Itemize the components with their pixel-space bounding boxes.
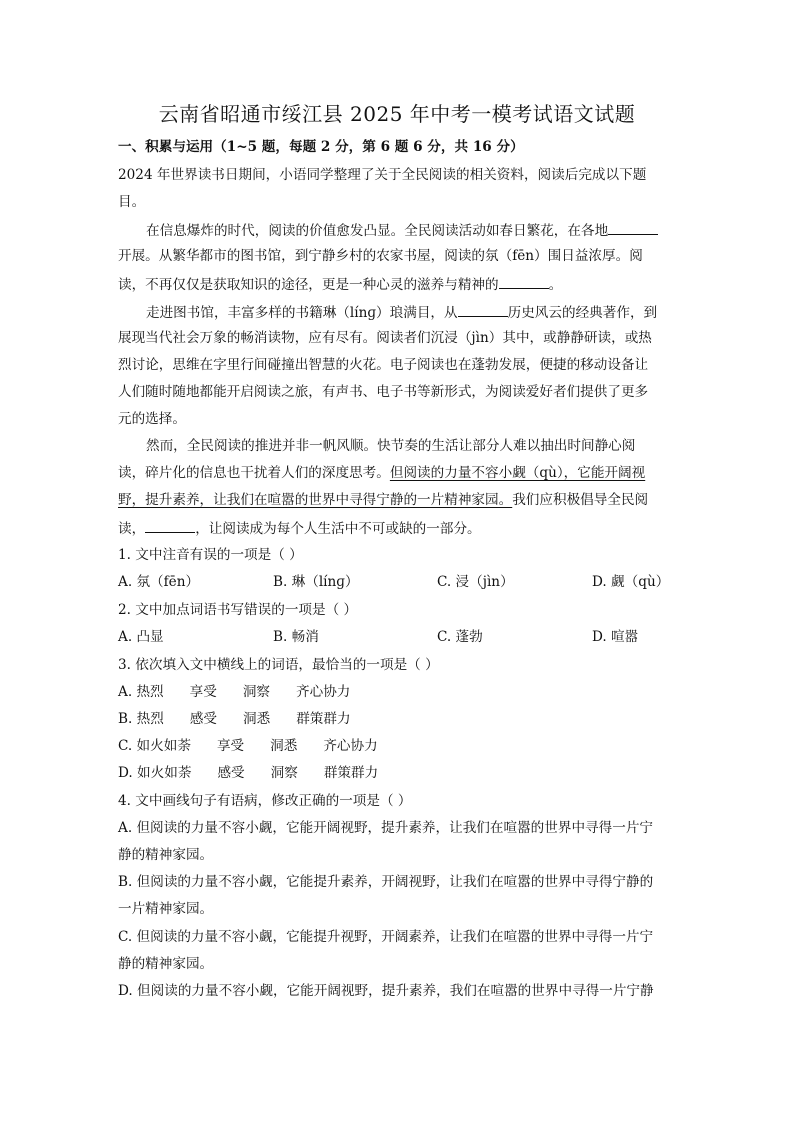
q1-option-c: C. 浸（jìn） [437,574,514,590]
fill-blank [145,518,195,533]
q4-option-line: B. 但阅读的力量不容小觑，它能提升素养，开阔视野，让我们在喧嚣的世界中寻得宁静的 [118,874,654,890]
paragraph-line: 烈讨论，思维在字里行间碰撞出智慧的火花。电子阅读也在蓬勃发展，便捷的移动设备让 [118,357,649,373]
fill-blank [499,274,549,289]
q3-word: 洞悉 [270,738,298,754]
question-1-stem: 1. 文中注音有误的一项是（ ） [118,547,303,563]
paragraph-line [118,274,562,294]
q3-option-d [118,764,378,782]
paragraph-line: 展现当代社会万象的畅消读物，应有尽有。阅读者们沉浸（jìn）其中，或静静研读，或热 [118,330,652,346]
q4-option-line: 静的精神家园。 [118,847,214,863]
intro-line: 目。 [118,194,146,210]
q3-word: B. 热烈 [118,711,164,727]
q3-word: 享受 [189,684,217,700]
q3-word: 群策群力 [323,765,379,781]
q2-option-a: A. 凸显 [118,629,164,645]
q3-word: 齐心协力 [323,738,378,754]
q3-word: 洞察 [270,765,298,781]
q1-option-a: A. 氛（fēn） [118,574,200,590]
fill-blank [608,220,658,235]
paragraph-text: 读， [118,521,146,537]
page-title: 云南省昭通市绥江县 2025 年中考一模考试语文试题 [158,102,636,126]
q3-word: C. 如火如荼 [118,738,191,754]
q3-option-c [118,737,378,755]
paragraph-text: 历史风云的经典著作，到 [507,305,658,321]
q4-option-line: C. 但阅读的力量不容小觑，它能提升视野，开阔素养，让我们在喧嚣的世界中寻得一片宁 [118,929,654,945]
paragraph-text: 在信息爆炸的时代，阅读的价值愈发凸显。全民阅读活动如春日繁花，在各地 [146,223,609,239]
q4-option-line: 一片精神家园。 [118,901,214,917]
paragraph-line [146,220,658,240]
paragraph-line: 然而，全民阅读的推进并非一帆风顺。快节奏的生活让部分人难以抽出时间静心阅 [146,438,636,454]
q3-word: 享受 [216,738,245,754]
q3-word: D. 如火如荼 [118,765,192,781]
paragraph-line [146,302,657,322]
q2-option-d: D. 喧嚣 [592,629,639,645]
paragraph-text: 。 [548,277,563,293]
q3-option-b [118,710,351,728]
q1-option-d: D. 觑（qù） [592,574,670,590]
paragraph-text: 读，碎片化的信息也干扰着人们的深度思考。 [118,465,390,481]
q2-option-b: B. 畅消 [273,629,319,645]
question-2-stem: 2. 文中加点词语书写错误的一项是（ ） [118,602,358,618]
paragraph-line: 元的选择。 [118,411,186,427]
question-4-stem: 4. 文中画线句子有语病，修改正确的一项是（ ） [118,793,412,809]
paragraph-text: 读，不再仅仅是获取知识的途径，更是一种心灵的滋养与精神的 [118,277,499,293]
q3-word: A. 热烈 [118,684,164,700]
paragraph-line [118,491,648,509]
section-heading: 一、积累与运用（1~5 题，每题 2 分，第 6 题 6 分，共 16 分） [118,139,524,155]
q3-word: 齐心协力 [296,684,351,700]
q3-word: 群策群力 [296,711,351,727]
q4-option-line: 静的精神家园。 [118,956,214,972]
question-3-stem: 3. 依次填入文中横线上的词语，最恰当的一项是（ ） [118,657,439,673]
q3-word: 洞察 [242,684,271,700]
fill-blank [458,302,508,317]
paragraph-line [118,518,481,538]
q3-word: 感受 [217,765,245,781]
q3-option-a [118,683,350,701]
paragraph-line [118,464,645,482]
paragraph-text: ，让阅读成为每个人生活中不可或缺的一部分。 [195,521,481,537]
paragraph-text: 走进图书馆，丰富多样的书籍琳（línɡ）琅满目，从 [146,305,458,321]
q4-option-line: A. 但阅读的力量不容小觑，它能开阔视野，提升素养，让我们在喧嚣的世界中寻得一片宁 [118,820,654,836]
q1-option-b: B. 琳（línɡ） [273,574,359,590]
q3-word: 感受 [189,711,218,727]
paragraph-text: 我们应积极倡导全民阅 [512,492,649,508]
paragraph-line: 开展。从繁华都市的图书馆，到宁静乡村的农家书屋，阅读的氛（fēn）围日益浓厚。阅 [118,248,643,264]
underlined-sentence: 野，提升素养，让我们在喧嚣的世界中寻得宁静的一片精神家园。 [118,492,513,508]
q4-option-line: D. 但阅读的力量不容小觑，它能开阔视野，提升素养，我们在喧嚣的世界中寻得一片宁静 [118,983,654,999]
q2-option-c: C. 蓬勃 [437,629,483,645]
intro-line: 2024 年世界读书日期间，小语同学整理了关于全民阅读的相关资料，阅读后完成以下题 [118,167,647,183]
q3-word: 洞悉 [243,711,271,727]
underlined-sentence: 但阅读的力量不容小觑（qù），它能开阔视 [389,465,646,481]
paragraph-line: 人们随时随地都能开启阅读之旅，有声书、电子书等新形式，为阅读爱好者们提供了更多 [118,384,649,400]
